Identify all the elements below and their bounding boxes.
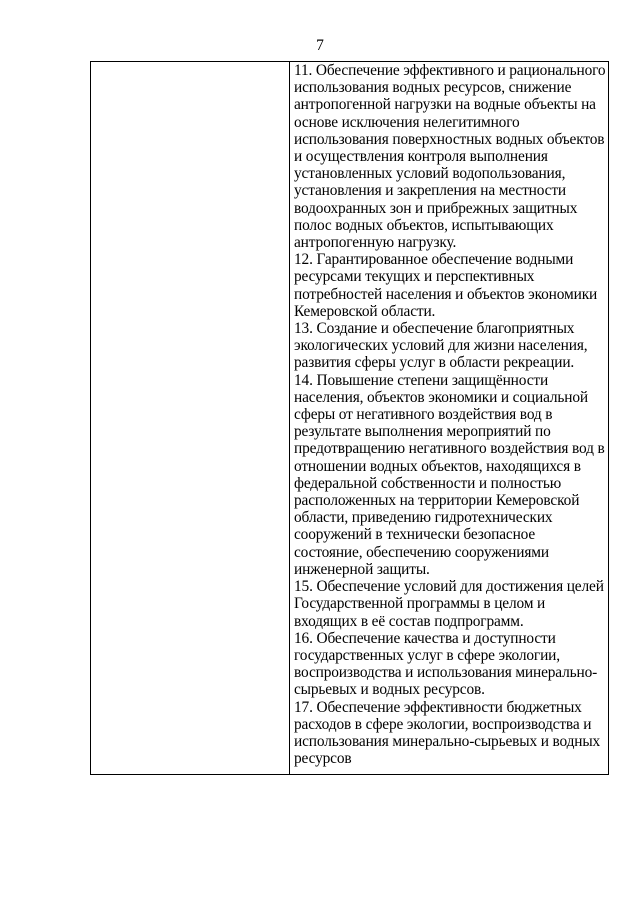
list-item-14: 14. Повышение степени защищённости населения, объектов экономики и социальной сферы от негативного воздействия вод в результате выполнения мероприятий по предотвращению негативного воздействия вод в отношении водных объектов, находящихся в федеральной собственности и полностью расположенных на территории Кемеровской области, приведению гидротехнических сооружений в технически безопасное состояние, обеспечению сооружениями инженерной защиты. bbox=[294, 371, 605, 578]
table-cell-right bbox=[290, 62, 609, 775]
list-item-15: 15. Обеспечение условий для достижения целей Государственной программы в целом и входящих в её состав подпрограмм. bbox=[294, 578, 604, 630]
list-item-17: 17. Обеспечение эффективности бюджетных расходов в сфере экологии, воспроизводства и использования минерально-сырьевых и водных ресурсов bbox=[294, 698, 601, 768]
goals-table bbox=[90, 61, 609, 775]
table-cell-left bbox=[91, 62, 290, 775]
list-item-16: 16. Обеспечение качества и доступности государственных услуг в сфере экологии, воспроизводства и использования минерально-сырьевых и водных ресурсов. bbox=[294, 629, 598, 699]
page-number: 7 bbox=[316, 37, 324, 54]
table-row bbox=[91, 62, 609, 775]
list-item-13: 13. Создание и обеспечение благоприятных экологических условий для жизни населения, развития сферы услуг в области рекреации. bbox=[294, 320, 588, 372]
list-item-12: 12. Гарантированное обеспечение водными ресурсами текущих и перспективных потребностей населения и объектов экономики Кемеровской области. bbox=[294, 251, 598, 320]
list-item-11: 11. Обеспечение эффективного и рационального использования водных ресурсов, снижение антропогенной нагрузки на водные объекты на основе исключения нелегитимного использования поверхностных водных объектов и осуществления контроля выполнения установленных условий водопользования, установления и закрепления на местности водоохранных зон и прибрежных защитных полос водных объектов, испытывающих антропогенную нагрузку. bbox=[294, 62, 606, 252]
